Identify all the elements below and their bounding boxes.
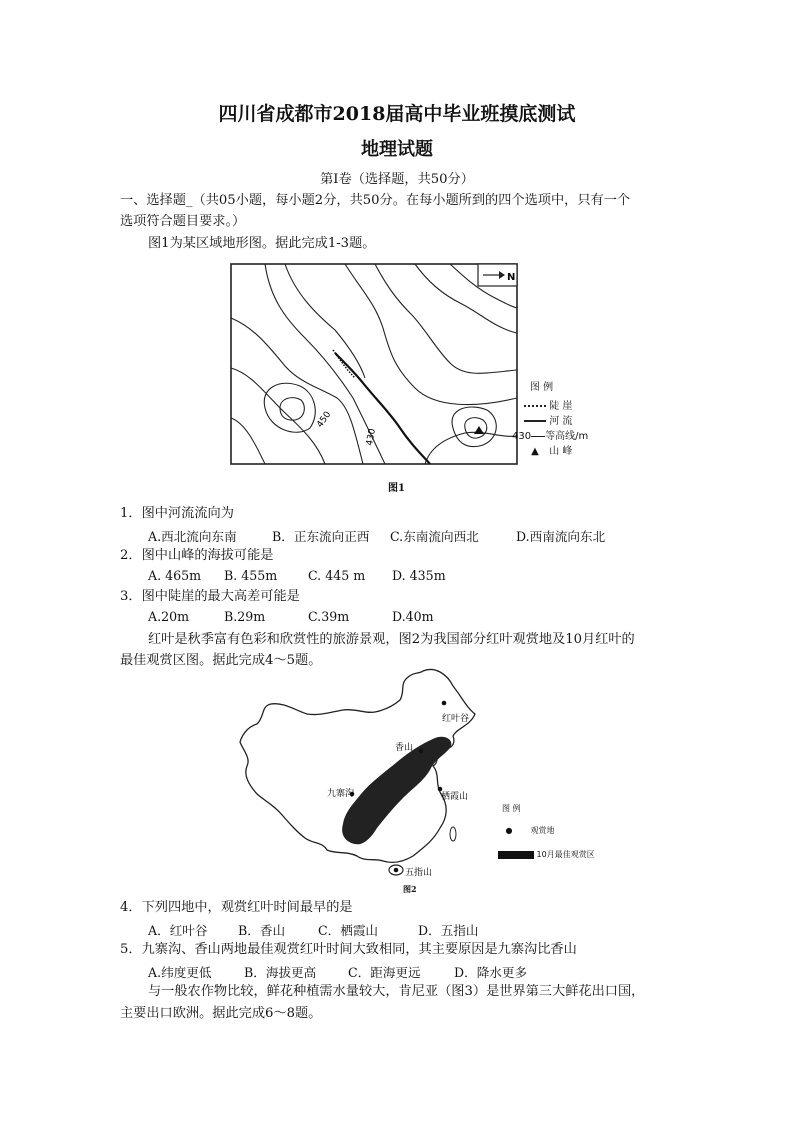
q1-option-c[interactable]: C.东南流向西北 xyxy=(390,529,479,544)
q1-option-d[interactable]: D.西南流向东北 xyxy=(516,529,606,544)
cliff-legend-icon xyxy=(524,405,546,407)
river-legend-icon xyxy=(524,420,546,422)
q2-option-a[interactable]: A. 465m xyxy=(148,568,202,583)
q3-options xyxy=(148,609,434,624)
site-hongyegu xyxy=(442,701,447,706)
q3-stem: 3．图中陡崖的最大高差可能是 xyxy=(120,589,300,604)
peak-legend-icon: ▲ xyxy=(531,446,539,457)
q5-stem: 5．九寨沟、香山两地最佳观赏红叶时间大致相同，其主要原因是九寨沟比香山 xyxy=(120,942,577,957)
figure2-china-map xyxy=(235,666,480,891)
q2-option-c[interactable]: C. 445 m xyxy=(308,568,366,583)
q2-option-b[interactable]: B. 455m xyxy=(224,568,278,583)
q1-option-a[interactable]: A.西北流向东南 xyxy=(148,529,237,544)
legend-contour-value: 430 xyxy=(512,431,532,442)
instructions-line-2: 选项符合题目要求。） xyxy=(120,214,246,229)
q5-option-d[interactable]: D．降水更多 xyxy=(454,965,528,980)
figure1-contour-map xyxy=(225,258,525,488)
legend2-site: 观赏地 xyxy=(530,826,555,835)
q1-stem: 1．图中河流流向为 xyxy=(120,506,234,521)
q5-option-a[interactable]: A.纬度更低 xyxy=(148,965,212,980)
exam-subtitle: 地理试题 xyxy=(361,139,433,160)
figure2-intro-line-2: 最佳观赏区图。据此完成4～5题。 xyxy=(120,653,322,668)
site-xiangshan xyxy=(419,749,424,754)
q4-option-a[interactable]: A．红叶谷 xyxy=(148,923,208,938)
legend-title: 图 例 xyxy=(530,382,554,393)
q4-option-c[interactable]: C．栖霞山 xyxy=(318,923,379,938)
figure2-caption: 图2 xyxy=(403,884,417,894)
label-jiuzhaigou: 九寨沟 xyxy=(327,789,355,799)
legend2-title: 图 例 xyxy=(502,804,521,813)
figure1-legend xyxy=(512,378,589,457)
peak-icon xyxy=(474,426,484,434)
q1-option-b[interactable]: B．正东流向正西 xyxy=(272,529,370,544)
legend2-zone: 10月最佳观赏区 xyxy=(536,850,595,859)
label-hongyegu: 红叶谷 xyxy=(442,714,470,724)
site-legend-icon: ● xyxy=(505,826,513,835)
q2-options xyxy=(148,568,446,583)
closing-line-1: 与一般农作物比较，鲜花种植需水量较大，肯尼亚（图3）是世界第三大鲜花出口国， xyxy=(148,984,645,999)
label-wuzhishan: 五指山 xyxy=(405,868,433,878)
q3-option-a[interactable]: A.20m xyxy=(148,609,190,624)
legend-river: 河 流 xyxy=(549,416,573,427)
label-qixiashan: 栖霞山 xyxy=(441,792,469,802)
q5-option-c[interactable]: C．距海更远 xyxy=(348,965,421,980)
q2-option-d[interactable]: D. 435m xyxy=(392,568,446,583)
q4-options xyxy=(148,920,478,939)
north-label: N xyxy=(507,272,516,283)
q4-option-b[interactable]: B．香山 xyxy=(238,923,286,938)
q3-option-d[interactable]: D.40m xyxy=(392,609,434,624)
q4-option-d[interactable]: D．五指山 xyxy=(418,923,479,938)
river xyxy=(335,353,430,464)
figure2-legend xyxy=(498,803,595,860)
contour-label-430: 430 xyxy=(365,427,378,447)
q3-option-c[interactable]: C.39m xyxy=(308,609,350,624)
q4-stem: 4．下列四地中，观赏红叶时间最早的是 xyxy=(120,900,353,915)
exam-title: 四川省成都市2018届高中毕业班摸底测试 xyxy=(218,103,576,125)
instructions-line-1: 一、选择题_（共05小题，每小题2分，共50分。在每小题所到的四个选项中，只有一个 xyxy=(120,193,631,208)
q2-stem: 2．图中山峰的海拔可能是 xyxy=(120,548,274,563)
taiwan-island xyxy=(450,827,456,841)
contour-legend-icon xyxy=(531,436,545,437)
site-qixiashan xyxy=(438,787,443,792)
legend-contour: 等高线/m xyxy=(545,431,589,442)
site-wuzhishan xyxy=(394,868,399,873)
closing-line-2: 主要出口欧洲。据此完成6～8题。 xyxy=(120,1006,322,1021)
figure2-intro-line-1: 红叶是秋季富有色彩和欣赏性的旅游景观，图2为我国部分红叶观赏地及10月红叶的 xyxy=(148,632,635,647)
figure1-intro: 图1为某区域地形图。据此完成1-3题。 xyxy=(148,236,376,251)
contour-label-450: 450 xyxy=(315,409,334,430)
legend-cliff: 陡 崖 xyxy=(549,401,573,412)
q1-options xyxy=(148,526,605,545)
figure1-caption: 图1 xyxy=(388,483,405,494)
label-xiangshan: 香山 xyxy=(395,743,414,753)
zone-legend-icon xyxy=(498,851,534,859)
legend-peak: 山 峰 xyxy=(549,446,573,457)
q5-option-b[interactable]: B．海拔更高 xyxy=(244,965,317,980)
q3-option-b[interactable]: B.29m xyxy=(224,609,266,624)
q5-options xyxy=(148,962,527,981)
section-heading: 第Ⅰ卷（选择题，共50分） xyxy=(320,172,474,187)
